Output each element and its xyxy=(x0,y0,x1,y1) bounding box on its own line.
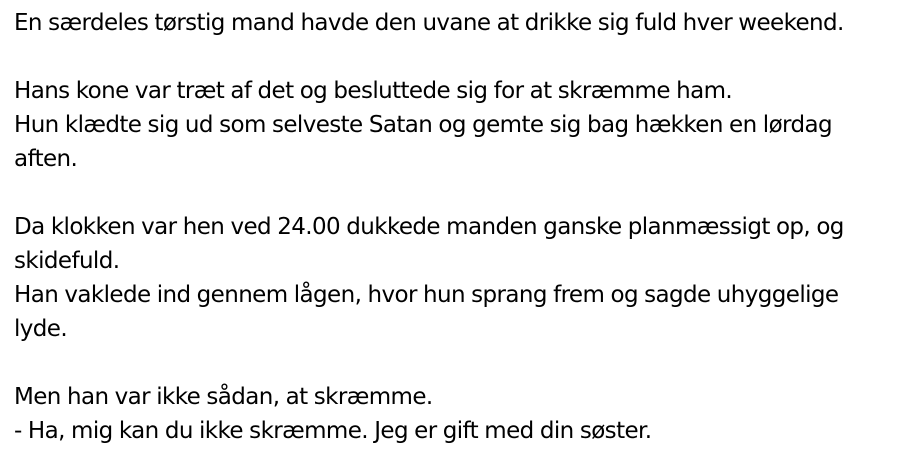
joke-text-document xyxy=(14,6,904,448)
text-line: Hans kone var træt af det og besluttede sig for at skræmme ham. xyxy=(14,78,733,104)
text-line: En særdeles tørstig mand havde den uvane at drikke sig fuld hver weekend. xyxy=(14,10,844,36)
text-line: lyde. xyxy=(14,316,68,342)
paragraph-wife-plan xyxy=(14,74,904,176)
text-line: Han vaklede ind gennem lågen, hvor hun sprang frem og sagde uhyggelige xyxy=(14,282,839,308)
text-line: Men han var ikke sådan, at skræmme. xyxy=(14,384,433,410)
text-line: Da klokken var hen ved 24.00 dukkede manden ganske planmæssigt op, og xyxy=(14,214,844,240)
paragraph-husband-arrives xyxy=(14,210,904,346)
paragraph-intro xyxy=(14,6,904,40)
paragraph-punchline xyxy=(14,380,904,448)
text-line: - Ha, mig kan du ikke skræmme. Jeg er gift med din søster. xyxy=(14,418,652,444)
text-line: Hun klædte sig ud som selveste Satan og gemte sig bag hækken en lørdag xyxy=(14,112,832,138)
text-line: skidefuld. xyxy=(14,248,120,274)
text-line: aften. xyxy=(14,146,78,172)
